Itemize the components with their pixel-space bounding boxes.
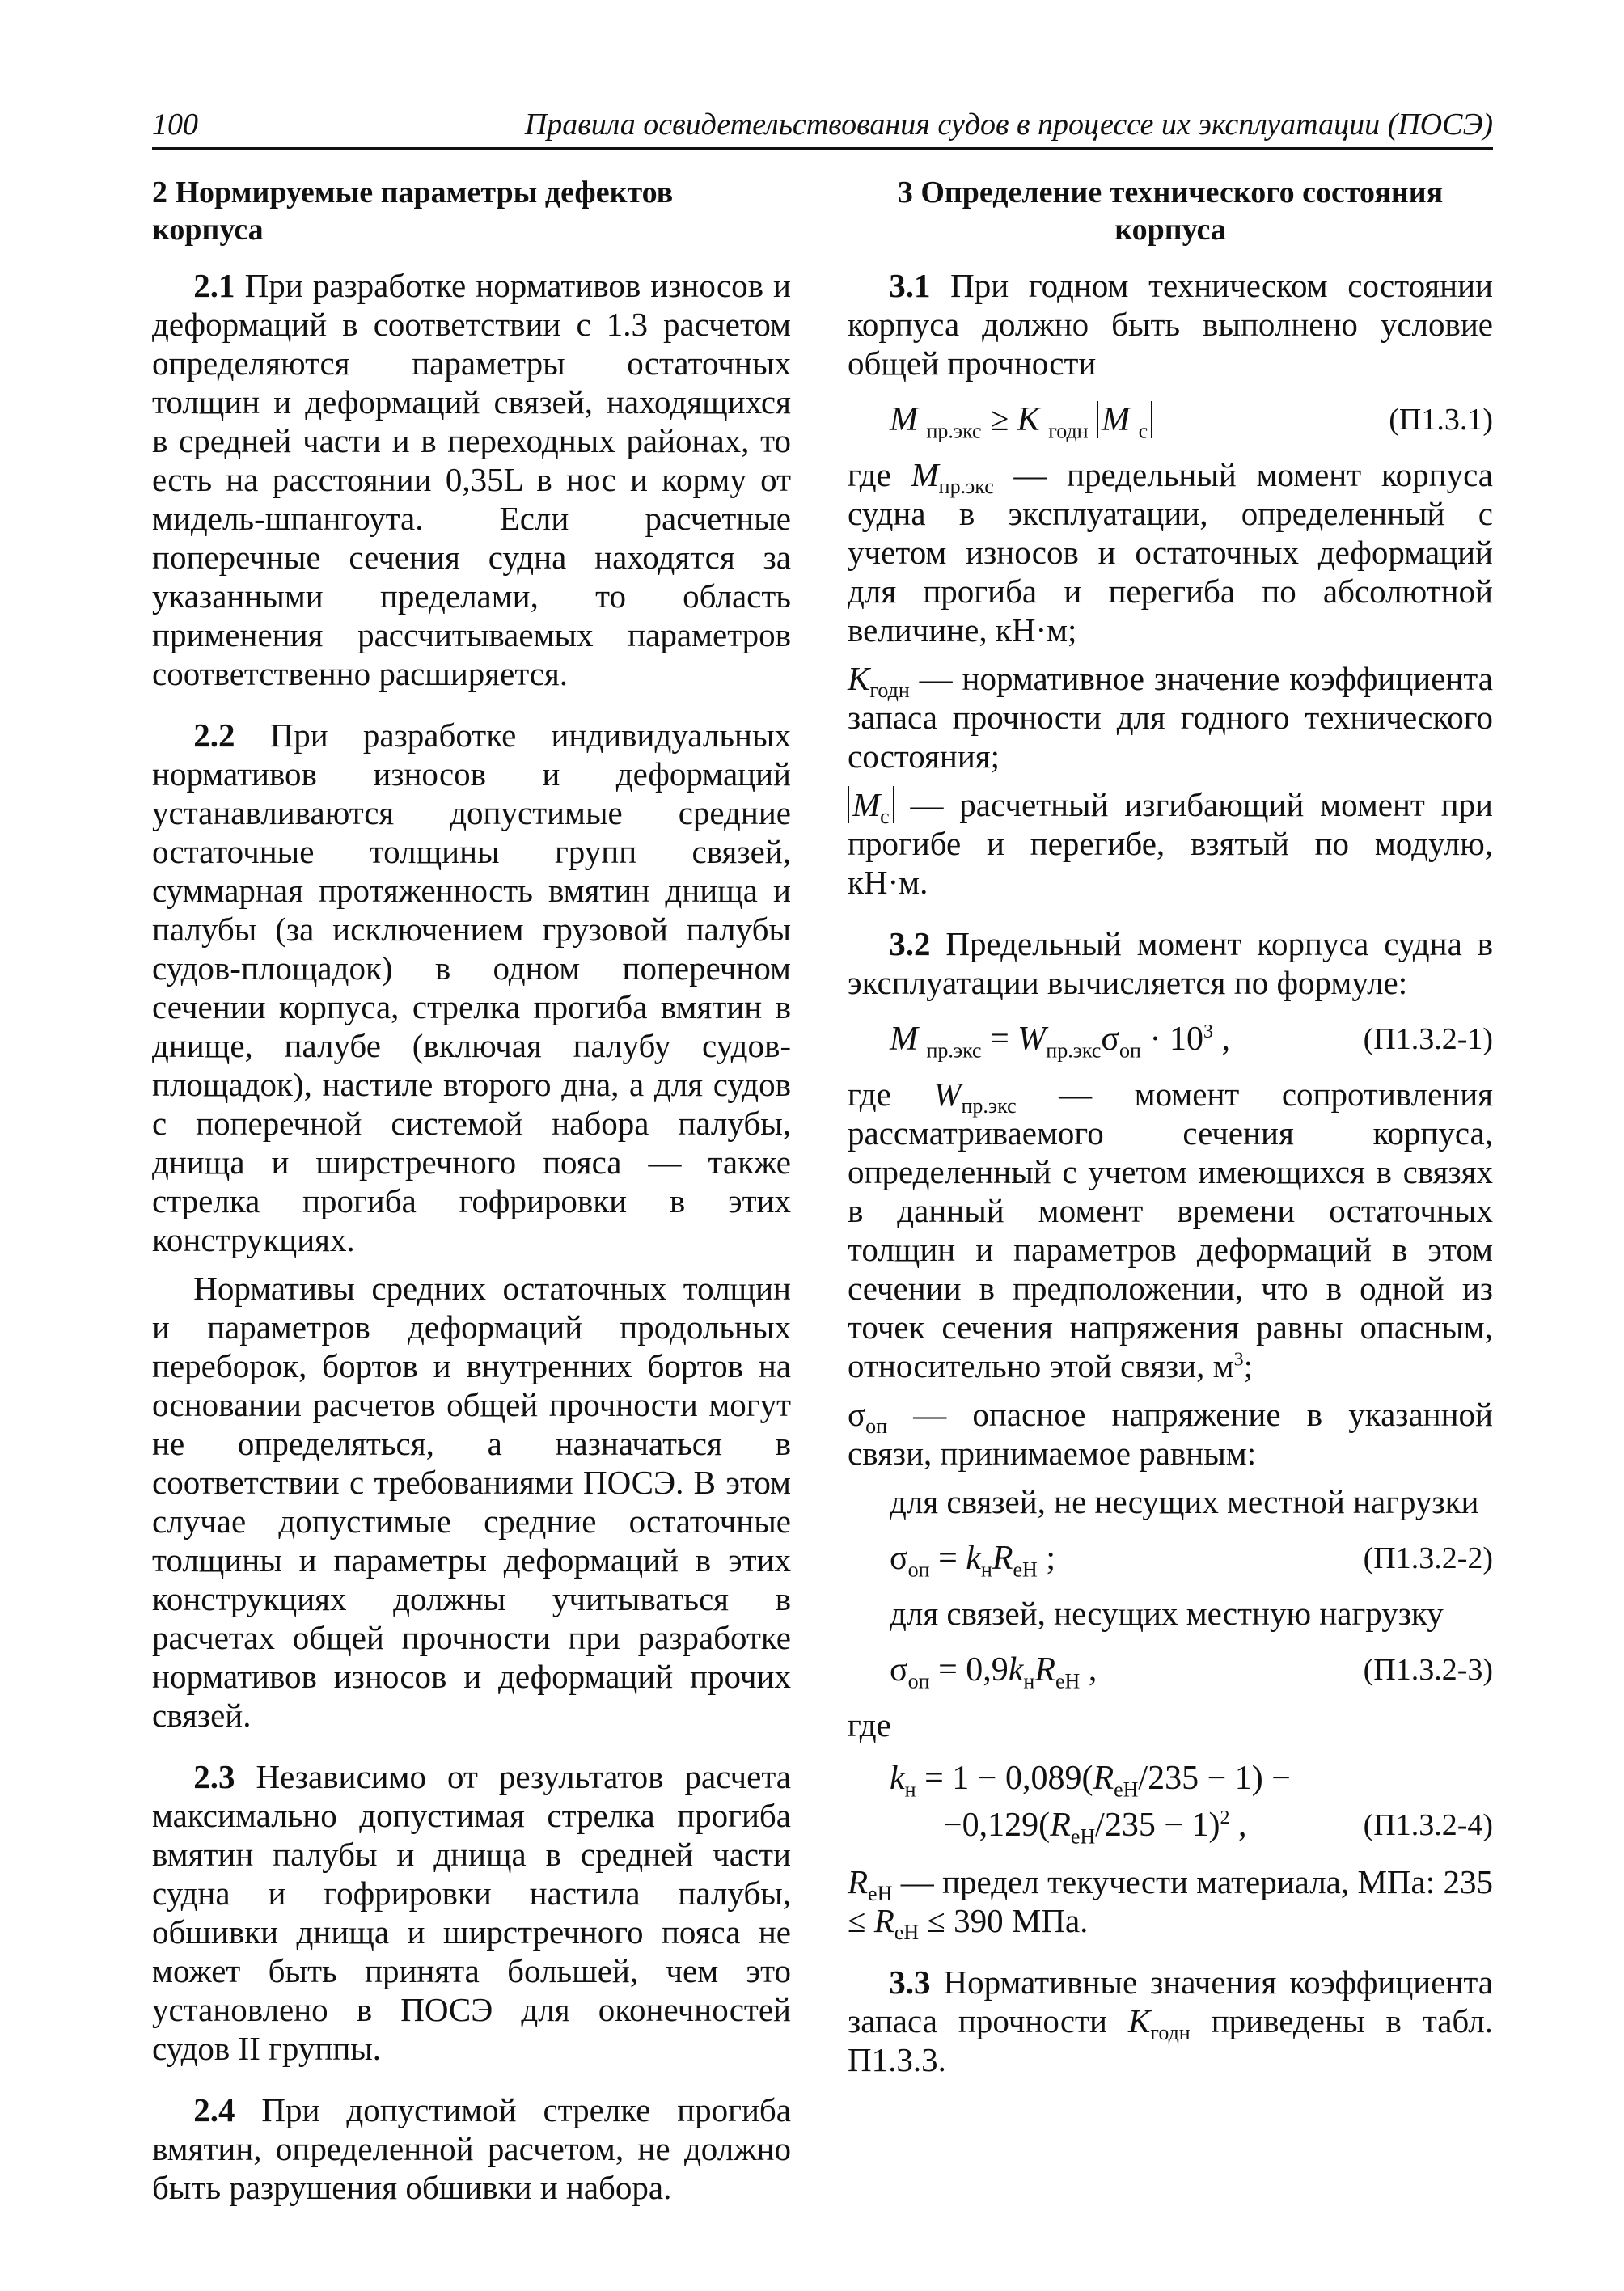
paragraph-3-2: 3.2 Предельный момент корпуса судна в эксплуатации вычисляется по формуле: [848,925,1493,1001]
definition-sigma: $\sigma_{оп}$ — опасное напряжение в указанной связи, принимаемое равным: [848,1396,1493,1472]
case-local-load: для связей, несущих местную нагрузку [890,1595,1444,1632]
formula-p1-3-2-4 [848,1754,1493,1854]
paragraph-2-4: 2.4 При допустимой стрелке прогиба вмятин, определенной расчетом, не должно быть разрушения обшивки и набора. [152,2091,791,2206]
formula-number: (П1.3.2-1) [1363,1022,1493,1056]
formula-expression: M $_{пр.экс}$ ≥ K $_{годн}$ M $_с$ [890,400,1152,439]
clause-number: 2.2 [193,716,235,754]
paragraph-3-1: 3.1 При годном техническом состоянии корпуса должно быть выполнено условие общей прочности [848,267,1493,382]
section-2-heading: 2 Нормируемые параметры дефектов корпуса [152,175,674,247]
formula-line-2: $-0,129(R_{eH}/235 - 1)^2$ , [943,1807,1247,1849]
formula-expression: $\sigma_{оп} = k_нR_{eH}$ ; [890,1540,1055,1582]
definition-k-godn: $K_{годн}$ — нормативное значение коэффициента запаса прочности для годного технического состояния; [848,660,1493,775]
definition-reh: $R_{eH}$ — предел текучести материала, МПа: $235 \le R_{eH} \le 390$ МПа. [848,1863,1493,1945]
paragraph-2-1: 2.1 При разработке нормативов износов и деформаций в соответствии с 1.3 расчетом определяются параметры остаточных толщин и деформаций связей, находящихся в средней части и в переходных районах, то есть на расстоянии 0,35L в нос и корму от мидель-шпангоута. Если расчетные поперечные сечения судна находятся за указанными пределами, то область применения рассчитываемых параметров соответственно расширяется. [152,267,791,692]
clause-number: 3.2 [889,925,931,962]
formula-p1-3-1 [848,394,1493,447]
running-title: Правила освидетельствования судов в процессе их эксплуатации (ПОСЭ) [524,108,1493,142]
formula-expression: $\sigma_{оп} = 0,9k_нR_{eH}$ , [890,1651,1097,1693]
definition-mc: $M_с$ — расчетный изгибающий момент при прогибе и перегибе, взятый по модулю, кН·м. [848,786,1493,901]
paragraph-3-3: 3.3 Нормативные значения коэффициента запаса прочности $K_{годн}$ приведены в табл. П1.3.3. [848,1963,1493,2078]
running-header [152,100,1493,150]
page-number: 100 [152,108,198,142]
definition-w: где $W_{пр.экс}$ — момент сопротивления рассматриваемого сечения корпуса, определенный с учетом имеющихся в связях в данный момент времени остаточных толщин и параметров деформаций в этом сечении в предположении, что в одной из точек сечения напряжения равны опасным, относительно этой связи, $м^3$; [848,1076,1494,1384]
paragraph-2-2-continued: Нормативы средних остаточных толщин и параметров деформаций продольных переборок, бортов и внутренних бортов на основании расчетов общей прочности могут не определяться, а назначаться в соответствии с требованиями ПОСЭ. В этом случае допустимые средние остаточные толщины и параметры деформаций в этих конструкциях должны учитываться в расчетах общей прочности при разработке нормативов износов и деформаций прочих связей. [152,1270,791,1734]
formula-p1-3-2-1 [848,1013,1493,1067]
clause-number: 2.4 [193,2091,235,2128]
paragraph-2-3: 2.3 Независимо от результатов расчета максимально допустимая стрелка прогиба вмятин палубы и днища в средней части судна и гофрировки настила палубы, обшивки днища и ширстречного пояса не может быть принята большей, чем это установлено в ПОСЭ для оконечностей судов II группы. [152,1758,791,2067]
formula-line-1: $k_н = 1 - 0,089(R_{eH}/235 - 1)$ − [890,1760,1291,1802]
where-label: где [848,1706,891,1744]
formula-p1-3-2-3 [848,1644,1493,1697]
section-3-heading: 3 Определение технического состояния корпуса [897,175,1444,247]
clause-number: 3.3 [889,1963,931,2001]
clause-number: 3.1 [889,267,931,304]
formula-p1-3-2-2 [848,1532,1493,1586]
right-column [848,174,1493,2079]
formula-number: (П1.3.1) [1389,403,1493,437]
clause-number: 2.3 [193,1758,235,1795]
paragraph-2-2: 2.2 При разработке индивидуальных нормативов износов и деформаций устанавливаются допустимые средние остаточные толщины групп связей, суммарная протяженность вмятин днища и палубы (за исключением грузовой палубы судов-площадок) в одном поперечном сечении корпуса, стрелка прогиба вмятин в днище, палубе (включая палубу судов-площадок), настиле второго дна, а для судов с поперечной системой набора палубы, днища и ширстречного пояса — также стрелка прогиба гофрировки в этих конструкциях. [152,716,791,1258]
formula-expression: M $_{пр.экс} = W_{пр.экс}\sigma_{оп} \cdot 10^3$ , [890,1021,1230,1063]
formula-number: (П1.3.2-4) [1363,1808,1493,1842]
case-no-local-load: для связей, не несущих местной нагрузки [890,1483,1479,1520]
formula-number: (П1.3.2-3) [1363,1653,1493,1687]
left-column [152,174,791,2207]
definition-m-limit: где $M_{пр.экс}$ — предельный момент корпуса судна в эксплуатации, определенный с учетом износов и остаточных деформаций для прогиба и перегиба по абсолютной величине, кН·м; [848,456,1493,649]
formula-number: (П1.3.2-2) [1363,1541,1493,1575]
clause-number: 2.1 [193,267,235,304]
